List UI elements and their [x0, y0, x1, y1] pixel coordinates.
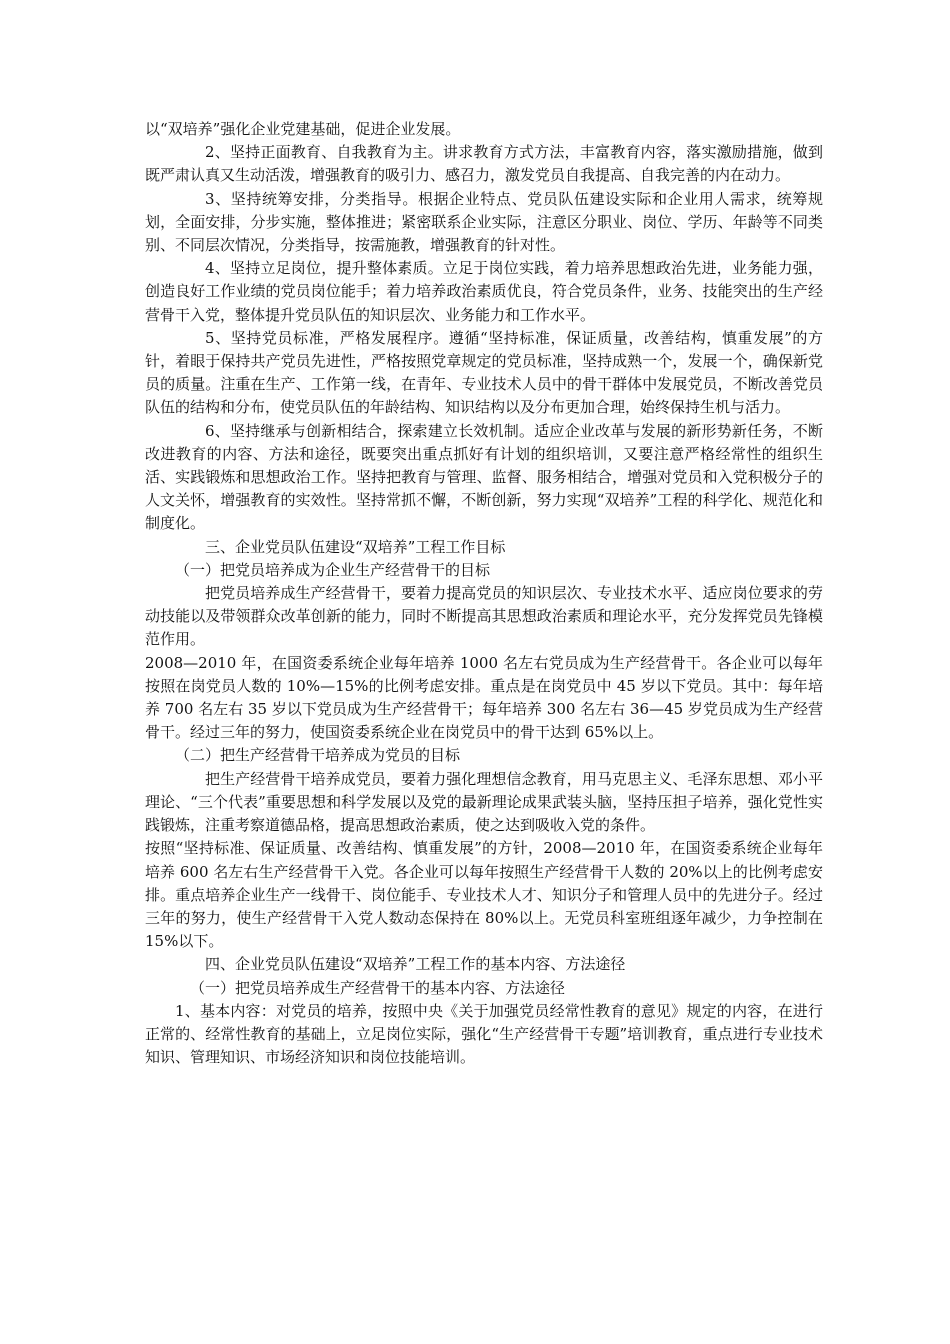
paragraph-principle-2: 2、坚持正面教育、自我教育为主。讲求教育方式方法，丰富教育内容，落实激励措施，做到既严肃认真又生动活泼，增强教育的吸引力、感召力，激发党员自我提高、自我完善的内在动力。 — [145, 143, 823, 185]
paragraph-goal-1-figures: 2008—2010 年，在国资委系统企业每年培养 1000 名左右党员成为生产经营骨干。各企业可以每年按照在岗党员人数的 10%—15%的比例考虑安排。重点是在岗党员中 45 岁以下党员。其中：每年培养 700 名左右 35 岁以下党员成为生产经营骨干；每年培养 300 名左右 36—45 岁党员成为生产经营骨干。经过三年的努力，使国资委系统企业在岗党员中的骨干达到 65%以上。 — [145, 653, 823, 742]
paragraph-goal-1: 把党员培养成生产经营骨干，要着力提高党员的知识层次、专业技术水平、适应岗位要求的劳动技能以及带领群众改革创新的能力，同时不断提高其思想政治素质和理论水平，充分发挥党员先锋模范作用。 — [145, 584, 823, 649]
paragraph-basic-content: 1、基本内容：对党员的培养，按照中央《关于加强党员经常性教育的意见》规定的内容，在进行正常的、经常性教育的基础上，立足岗位实际，强化“生产经营骨干专题”培训教育，重点进行专业技术知识、管理知识、市场经济知识和岗位技能培训。 — [145, 1001, 823, 1067]
paragraph-goal-2: 把生产经营骨干培养成党员，要着力强化理想信念教育，用马克思主义、毛泽东思想、邓小平理论、“三个代表”重要思想和科学发展以及党的最新理论成果武装头脑，坚持压担子培养，强化党性实践锻炼，注重考察道德品格，提高思想政治素质，使之达到吸收入党的条件。 — [145, 769, 823, 835]
document-body — [145, 118, 823, 1069]
paragraph-principle-6: 6、坚持继承与创新相结合，探索建立长效机制。适应企业改革与发展的新形势新任务，不断改进教育的内容、方法和途径，既要突出重点抓好有计划的组织培训，又要注意严格经常性的组织生活、实践锻炼和思想政治工作。坚持把教育与管理、监督、服务相结合，增强对党员和入党积极分子的人文关怀，增强教育的实效性。坚持常抓不懈，不断创新，努力实现“双培养”工程的科学化、规范化和制度化。 — [145, 421, 823, 533]
subsection-heading-4-1: （一）把党员培养成生产经营骨干的基本内容、方法途径 — [190, 978, 566, 997]
paragraph-principle-4: 4、坚持立足岗位，提升整体素质。立足于岗位实践，着力培养思想政治先进，业务能力强，创造良好工作业绩的党员岗位能手；着力培养政治素质优良，符合党员条件，业务、技能突出的生产经营骨干入党，整体提升党员队伍的知识层次、业务能力和工作水平。 — [145, 259, 823, 324]
paragraph-intro: 以“双培养”强化企业党建基础，促进企业发展。 — [145, 120, 461, 138]
subsection-heading-3-2: （二）把生产经营骨干培养成为党员的目标 — [175, 746, 461, 765]
paragraph-principle-5: 5、坚持党员标准，严格发展程序。遵循“坚持标准，保证质量，改善结构，慎重发展”的方针，着眼于保持共产党员先进性，严格按照党章规定的党员标准，坚持成熟一个，发展一个，确保新党员的质量。注重在生产、工作第一线，在青年、专业技术人员中的骨干群体中发展党员，不断改善党员队伍的结构和分布，使党员队伍的年龄结构、知识结构以及分布更加合理，始终保持生机与活力。 — [145, 328, 823, 417]
subsection-heading-3-1: （一）把党员培养成为企业生产经营骨干的目标 — [175, 560, 491, 579]
paragraph-principle-3: 3、坚持统筹安排，分类指导。根据企业特点、党员队伍建设实际和企业用人需求，统筹规划，全面安排，分步实施，整体推进；紧密联系企业实际，注意区分职业、岗位、学历、年龄等不同类别、不同层次情况，分类指导，按需施教，增强教育的针对性。 — [145, 189, 823, 255]
section-heading-3: 三、企业党员队伍建设“双培养”工程工作目标 — [205, 537, 506, 556]
section-heading-4: 四、企业党员队伍建设“双培养”工程工作的基本内容、方法途径 — [205, 955, 626, 974]
paragraph-goal-2-figures: 按照“坚持标准、保证质量、改善结构、慎重发展”的方针，2008—2010 年，在国资委系统企业每年培养 600 名左右生产经营骨干入党。各企业可以每年按照生产经营骨干人数的 20%以上的比例考虑安排。重点培养企业生产一线骨干、岗位能手、专业技术人才、知识分子和管理人员中的先进分子。经过三年的努力，使生产经营骨干入党人数动态保持在 80%以上。无党员科室班组逐年减少，力争控制在 15%以下。 — [145, 839, 823, 951]
